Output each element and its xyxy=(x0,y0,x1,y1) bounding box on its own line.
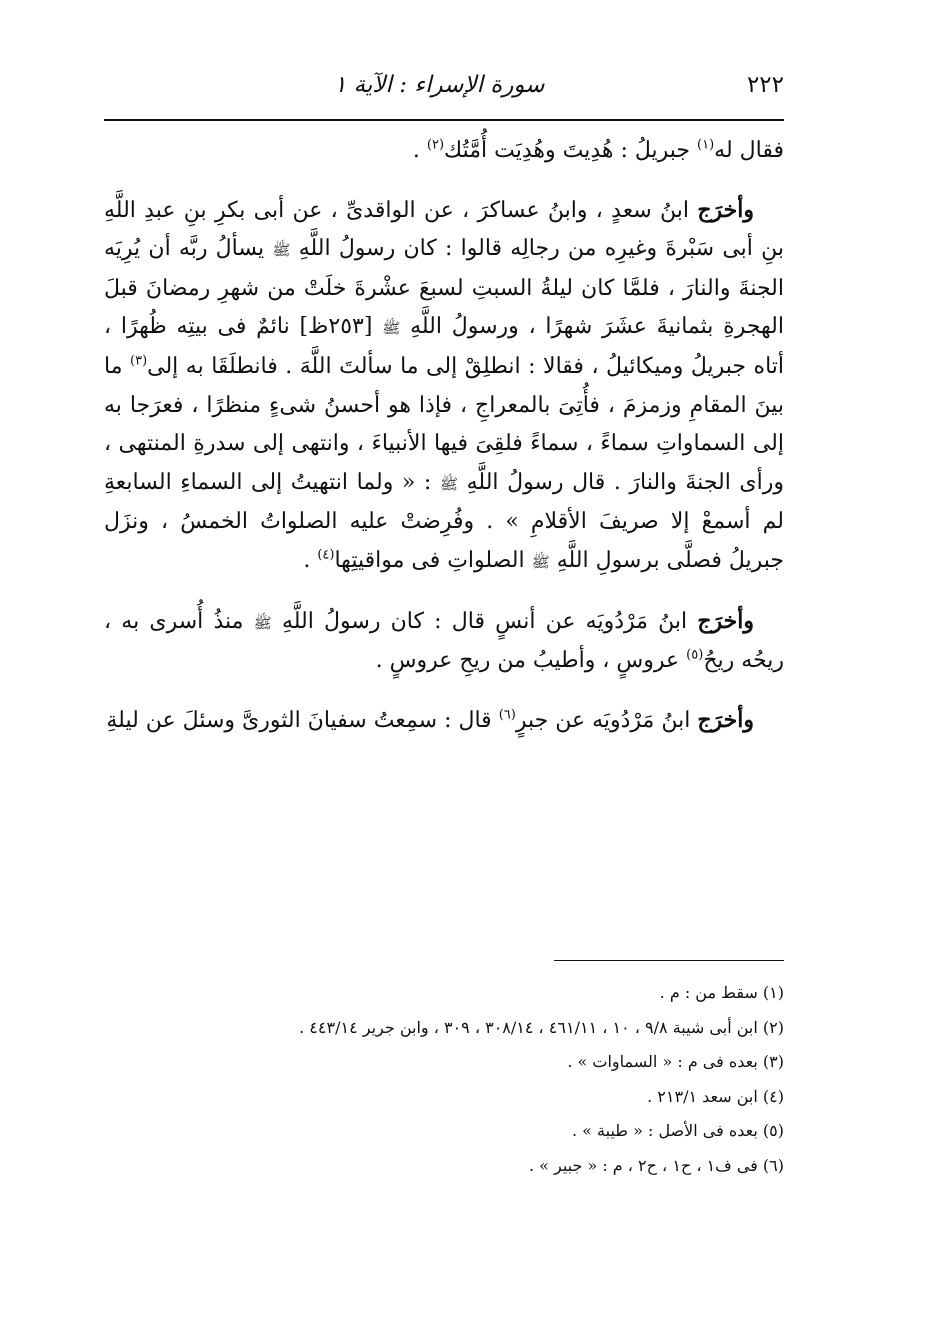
running-title: سورة الإسراء : الآية ١ xyxy=(334,72,545,98)
honorific-ligature: ﷺ xyxy=(439,474,459,493)
lead-word: وأخرَج xyxy=(697,706,754,733)
footnote-marker: (٣) xyxy=(130,353,148,369)
footnote-item: (٦) فى ف١ ، ح١ ، ح٢ ، م : « جبير » . xyxy=(528,1155,784,1175)
footnote-marker: (٥) xyxy=(686,647,704,663)
text-run: ابنُ مَرْدُويَه عن جبرٍ xyxy=(515,707,698,733)
footnote-rule xyxy=(554,960,784,961)
footnote-item: (١) سقط من : م . xyxy=(659,983,784,1002)
text-run: ابنُ سعدٍ ، وابنُ عساكرَ ، عن الواقدىِّ ، عن أبى بكرِ بنِ عبدِ اللَّهِ بنِ أبى سَبْرةَ وغيرِه من رجالِه قالوا : كان رسولُ اللَّهِ xyxy=(104,197,784,262)
footnote-marker: (٦) xyxy=(498,707,516,723)
footnote-item: (٣) بعده فى م : « السماوات » . xyxy=(567,1052,784,1071)
text-run: يسألُ ربَّه أن يُرِيَه الجنةَ والنارَ ، فلمَّا كان ليلةُ السبتِ لسبعَ عشْرةَ خلَتْ من شهرِ رمضانَ قبلَ الهجرةِ بثمانيةَ عشَرَ شهرًا ، ورسولُ اللَّهِ xyxy=(104,236,785,340)
text-run: ما بينَ المقامِ وزمزمَ ، فأُتِىَ بالمعراجِ ، فإذا هو أحسنُ شىءٍ منظرًا ، فعرَجا به إلى السماواتِ سماءً ، سماءً فلقِىَ فيها الأنبياءَ ، وانتهى إلى سدرةِ المنتهى ، ورأى الجنةَ والنارَ . قال رسولُ اللَّهِ xyxy=(104,353,784,495)
footnote-item: (٥) بعده فى الأصل : « طيبة » . xyxy=(571,1121,784,1140)
paragraph xyxy=(104,701,784,741)
page-header xyxy=(104,62,784,108)
lead-word: وأخرَج xyxy=(697,607,754,634)
text-run: فقال له xyxy=(714,138,784,163)
paragraph xyxy=(104,191,784,582)
text-run: ابنُ مَرْدُويَه عن أنسٍ قال : كان رسولُ اللَّهِ xyxy=(271,608,698,634)
footnote-marker: (٤) xyxy=(317,547,335,563)
text-run: : « ولما انتهيتُ إلى السماءِ السابعةِ لم أسمعْ إلا صريفَ الأقلامِ » . وفُرِضتْ عليه الصلواتُ الخمسُ ، ونزَل جبريلُ فصلَّى برسولِ اللَّهِ xyxy=(104,469,784,573)
footnote-marker: (٢) xyxy=(426,137,445,153)
text-run: . xyxy=(303,547,318,573)
header-rule xyxy=(104,119,784,121)
paragraph xyxy=(104,132,784,171)
text-run: [٢٥٣ظ] نائمٌ فى بيتِه ظُهرًا ، أتاه جبريلُ وميكائيلُ ، فقالا : انطلِقْ إلى ما سألتَ اللَّهَ . فانطلَقَا به إلى xyxy=(104,314,785,379)
text-run: الصلواتِ فى مواقيتِها xyxy=(334,547,532,573)
footnote-item: (٢) ابن أبى شيبة ٩/٨ ، ١٠ ، ٤٦١/١١ ، ٣٠٨/١٤ ، ٣٠٩ ، وابن جرير ٤٤٣/١٤ . xyxy=(299,1017,784,1037)
footnote-marker: (١) xyxy=(697,137,715,153)
honorific-ligature: ﷺ xyxy=(272,241,291,260)
honorific-ligature: ﷺ xyxy=(253,613,272,632)
page-number: ٢٢٢ xyxy=(746,72,784,98)
lead-word: وأخرَج xyxy=(697,196,754,223)
footnotes xyxy=(104,976,784,1183)
honorific-ligature: ﷺ xyxy=(382,319,401,338)
text-run: عروسٍ ، وأطيبُ من ريحِ عروسٍ . xyxy=(375,648,687,674)
text-run: قال : سمِعتُ سفيانَ الثورىَّ وسئلَ عن ليلةِ xyxy=(106,707,499,733)
paragraph xyxy=(104,602,784,681)
footnote-item: (٤) ابن سعد ٢١٣/١ . xyxy=(647,1086,784,1106)
honorific-ligature: ﷺ xyxy=(531,552,550,571)
body-text xyxy=(104,132,784,760)
text-run: جبريلُ : هُدِيتَ وهُدِيَت أُمَّتُك xyxy=(444,138,698,163)
text-run: منذُ أُسرى به ، ريحُه ريحُ xyxy=(104,608,784,674)
text-run: . xyxy=(412,138,427,163)
